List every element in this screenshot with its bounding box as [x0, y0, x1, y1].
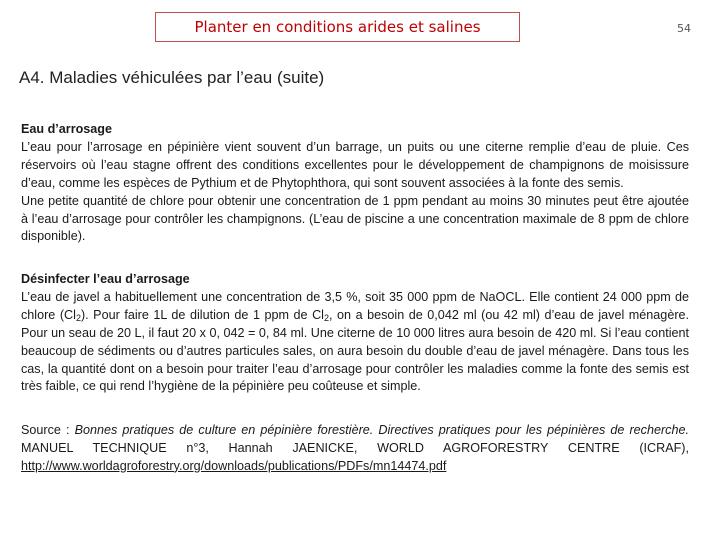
section-title: A4. Maladies véhiculées par l’eau (suite)	[19, 68, 325, 87]
chlorine-subscript-1: 2	[75, 312, 81, 323]
disinfect-text-b: ). Pour faire 1L de dilution de 1 ppm de Cl	[80, 307, 324, 322]
chlorine-subscript-2: 2	[323, 312, 329, 323]
disinfect-heading: Désinfecter l’eau d’arrosage	[21, 272, 190, 286]
header-title-box	[155, 12, 520, 42]
disinfect-text-a: L’eau de javel a habituellement une concentration de 3,5 %, soit 35 000 ppm de Na	[21, 289, 496, 304]
header-title: Planter en conditions arides et salines	[194, 18, 481, 36]
irrigation-paragraph-2: Une petite quantité de chlore pour obtenir une concentration de 1 ppm pendant au moins 30 minutes peut être ajoutée à l’eau d’arrosage pour contrôler les champignons. (L’eau de piscine a une concentration maximale de 8 ppm de chlore disponible).	[21, 193, 689, 244]
page-number: 54	[677, 22, 691, 35]
disinfect-text-c: , on a besoin de 0,042 ml (ou 42 ml) d’eau de javel ménagère. Pour un seau de 20 L, il faut 20 x 0, 042 = 0, 84 ml. Une citerne de 10 000 litres aura besoin de 420 ml. Si l’eau contient beaucoup de sédiments ou d’autres particules sales, on aura besoin du double d’eau de javel ménagère. Dans tous les cas, la quantité dont on a besoin pour traiter l’eau d’arrosage pour contrôler les maladies comme la fonte des semis est très faible, ce qui rend l’hygiène de la pépinière peu coûteuse et simple.	[21, 307, 690, 394]
disinfect-section	[21, 271, 689, 396]
disinfect-paragraph	[21, 289, 689, 396]
disinfect-text-a2: OCL. Elle contient 24 000 ppm de chlore (Cl	[21, 289, 689, 322]
source-details: MANUEL TECHNIQUE n°3, Hannah JAENICKE, WORLD AGROFORESTRY CENTRE (ICRAF),	[21, 440, 689, 455]
source-title: Bonnes pratiques de culture en pépinière forestière. Directives pratiques pour les pépinières de recherche.	[74, 423, 689, 437]
source-prefix: Source :	[21, 423, 75, 437]
source-citation	[21, 422, 689, 476]
irrigation-section	[21, 121, 689, 246]
irrigation-heading: Eau d’arrosage	[21, 122, 112, 136]
source-section	[21, 422, 689, 476]
irrigation-paragraph-1: L’eau pour l’arrosage en pépinière vient souvent d’un barrage, un puits ou une citerne remplie d’eau de pluie. Ces réservoirs où l’eau stagne offrent des conditions excellentes pour le développement de champignons de moisissure d’eau, comme les espèces de Pythium et de Phytophthora, qui sont souvent associées à la fonte des semis.	[21, 139, 689, 190]
source-link[interactable]: http://www.worldagroforestry.org/downloads/publications/PDFs/mn14474.pdf	[21, 458, 447, 473]
